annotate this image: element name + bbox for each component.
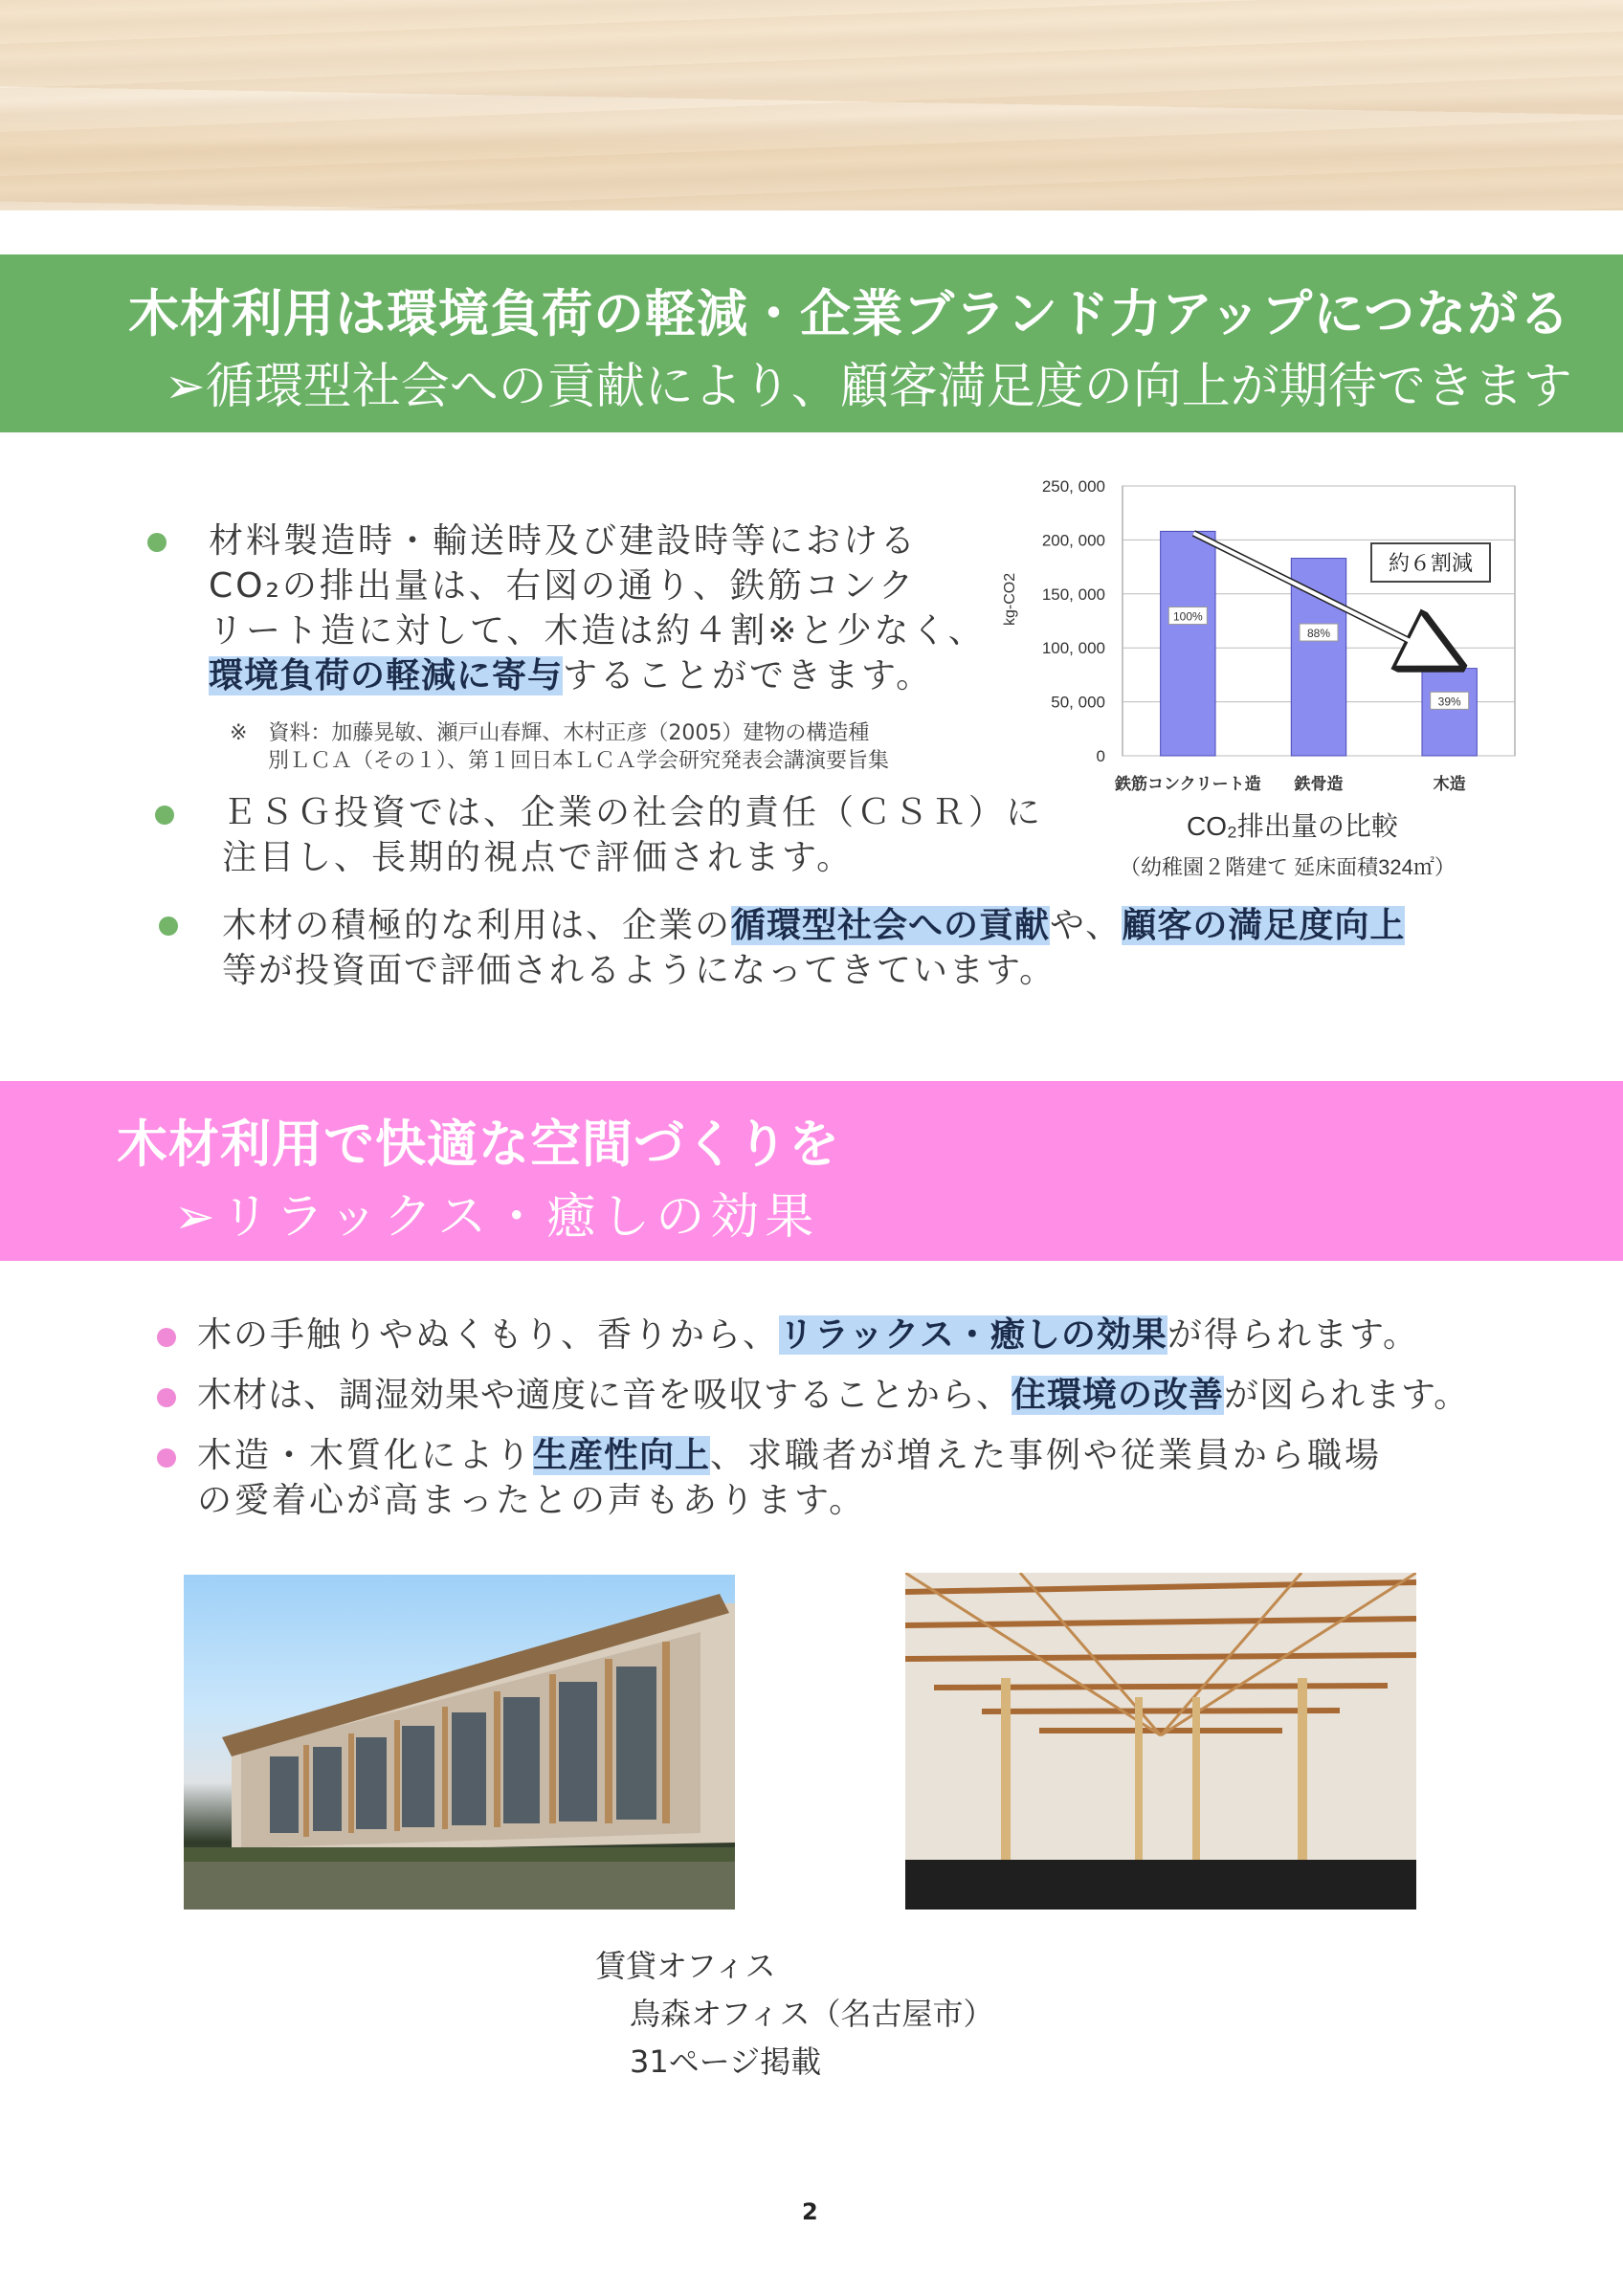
bullet-dot-green — [159, 916, 178, 936]
photo-caption-line2: 鳥森オフィス（名古屋市） — [630, 1996, 994, 2032]
s2-bullet3-text — [197, 1433, 1382, 1523]
co2-bar-chart — [995, 469, 1531, 804]
office-exterior-photo — [184, 1575, 735, 1910]
chart-data-label: 100% — [1172, 609, 1203, 624]
chart-annotation: 約６割減 — [1388, 551, 1474, 575]
chart-subtitle: （幼稚園２階建て 延床面積324㎡） — [1120, 855, 1456, 879]
s2-b3-line1 — [197, 1433, 1382, 1478]
section2-subtitle: ➢リラックス・癒しの効果 — [174, 1189, 820, 1246]
s1-bullet3-text — [222, 903, 1405, 993]
section1-banner — [0, 254, 1623, 432]
chart-bar — [1161, 531, 1215, 756]
s1-b3-line1 — [222, 903, 1405, 948]
s1-bullet1-text — [209, 519, 986, 698]
s1-b3-text-b: や、 — [1050, 906, 1123, 945]
chart-title: CO₂排出量の比較 — [1187, 811, 1398, 841]
bullet-dot-pink — [157, 1328, 176, 1347]
section2-banner — [0, 1081, 1623, 1261]
highlight-living-env: 住環境の改善 — [1012, 1376, 1225, 1415]
s1-b1-line3: リート造に対して、木造は約４割※と少なく、 — [209, 611, 986, 651]
s2-bullet2-text — [197, 1373, 1469, 1418]
highlight-relax: リラックス・癒しの効果 — [779, 1315, 1167, 1355]
s1-b1-line4 — [209, 653, 986, 698]
highlight-circular-society: 循環型社会への貢献 — [731, 906, 1051, 945]
source-note-line2: 別ＬＣＡ（その１）、第１回日本ＬＣＡ学会研究発表会講演要旨集 — [268, 749, 890, 773]
chart-ytick-label: 250, 000 — [1041, 477, 1105, 496]
s1-b3-line2: 等が投資面で評価されるようになってきています。 — [222, 951, 1056, 990]
bullet-dot-green — [155, 806, 174, 825]
highlight-env-load: 環境負荷の軽減に寄与 — [209, 656, 564, 695]
bullet-dot-pink — [157, 1448, 176, 1468]
section1-subtitle: ➢循環型社会への貢献により、顧客満足度の向上が期待できます — [165, 359, 1572, 415]
chart-data-label: 39% — [1437, 695, 1461, 709]
office-exterior-illustration — [184, 1575, 735, 1910]
section2-title: 木材利用で快適な空間づくりを — [117, 1115, 840, 1174]
bullet-dot-green — [147, 533, 167, 552]
page-number: 2 — [802, 2198, 818, 2225]
chart-xtick-label: 木造 — [1433, 775, 1466, 793]
s2-b2-text-b: が図られます。 — [1224, 1376, 1470, 1415]
s2-bullet1-text — [197, 1313, 1419, 1358]
highlight-customer-satisfaction: 顧客の満足度向上 — [1122, 906, 1406, 945]
chart-data-label: 88% — [1306, 627, 1331, 641]
chart-bar — [1422, 669, 1477, 756]
s2-b3-text-b: 、求職者が増えた事例や従業員から職場 — [710, 1436, 1383, 1475]
s2-b3-line2: の愛着心が高まったとの声もあります。 — [197, 1481, 867, 1520]
bullet-dot-pink — [157, 1388, 176, 1407]
section1-title: 木材利用は環境負荷の軽減・企業ブランド力アップにつながる — [128, 285, 1571, 343]
chart-ylabel: kg-CO2 — [1002, 572, 1018, 627]
s1-b2-line1: ＥＳＧ投資では、企業の社会的責任（ＣＳＲ）に — [222, 793, 1044, 832]
chart-ytick-label: 150, 000 — [1041, 585, 1105, 604]
s1-b2-line2: 注目し、長期的視点で評価されます。 — [222, 838, 855, 877]
chart-ytick-label: 200, 000 — [1041, 531, 1105, 550]
s1-b1-line2: CO₂の排出量は、右図の通り、鉄筋コンク — [209, 566, 917, 606]
s2-b1-text-a: 木の手触りやぬくもり、香りから、 — [197, 1315, 780, 1355]
s2-b1-text-b: が得られます。 — [1167, 1315, 1420, 1355]
chart-ytick-label: 0 — [1096, 747, 1105, 765]
s2-b3-text-a: 木造・木質化により — [197, 1436, 534, 1475]
highlight-productivity: 生産性向上 — [533, 1436, 711, 1475]
s1-b1-line1: 材料製造時・輸送時及び建設時等における — [209, 521, 919, 561]
chart-ytick-label: 100, 000 — [1041, 639, 1105, 658]
source-note-line1: ※ 資料：加藤晃敏、瀬戸山春輝、木村正彦（2005）建物の構造種 — [230, 721, 870, 745]
chart-ytick-label: 50, 000 — [1051, 693, 1105, 712]
s1-b3-text-a: 木材の積極的な利用は、企業の — [222, 906, 732, 945]
photo-caption-line1: 賃貸オフィス — [595, 1948, 776, 1984]
s2-b2-text-a: 木材は、調湿効果や適度に音を吸収することから、 — [197, 1376, 1012, 1415]
source-note — [230, 719, 889, 775]
s1-b1-line4-rest: することができます。 — [563, 656, 934, 695]
office-interior-illustration — [905, 1573, 1416, 1910]
photo-caption-line3: 31ページ掲載 — [630, 2043, 822, 2080]
chart-xtick-label: 鉄骨造 — [1294, 775, 1344, 793]
s1-bullet2-text — [222, 790, 1043, 880]
office-interior-photo — [905, 1573, 1416, 1910]
wood-texture-header — [0, 0, 1623, 210]
chart-xtick-label: 鉄筋コンクリート造 — [1114, 775, 1261, 793]
